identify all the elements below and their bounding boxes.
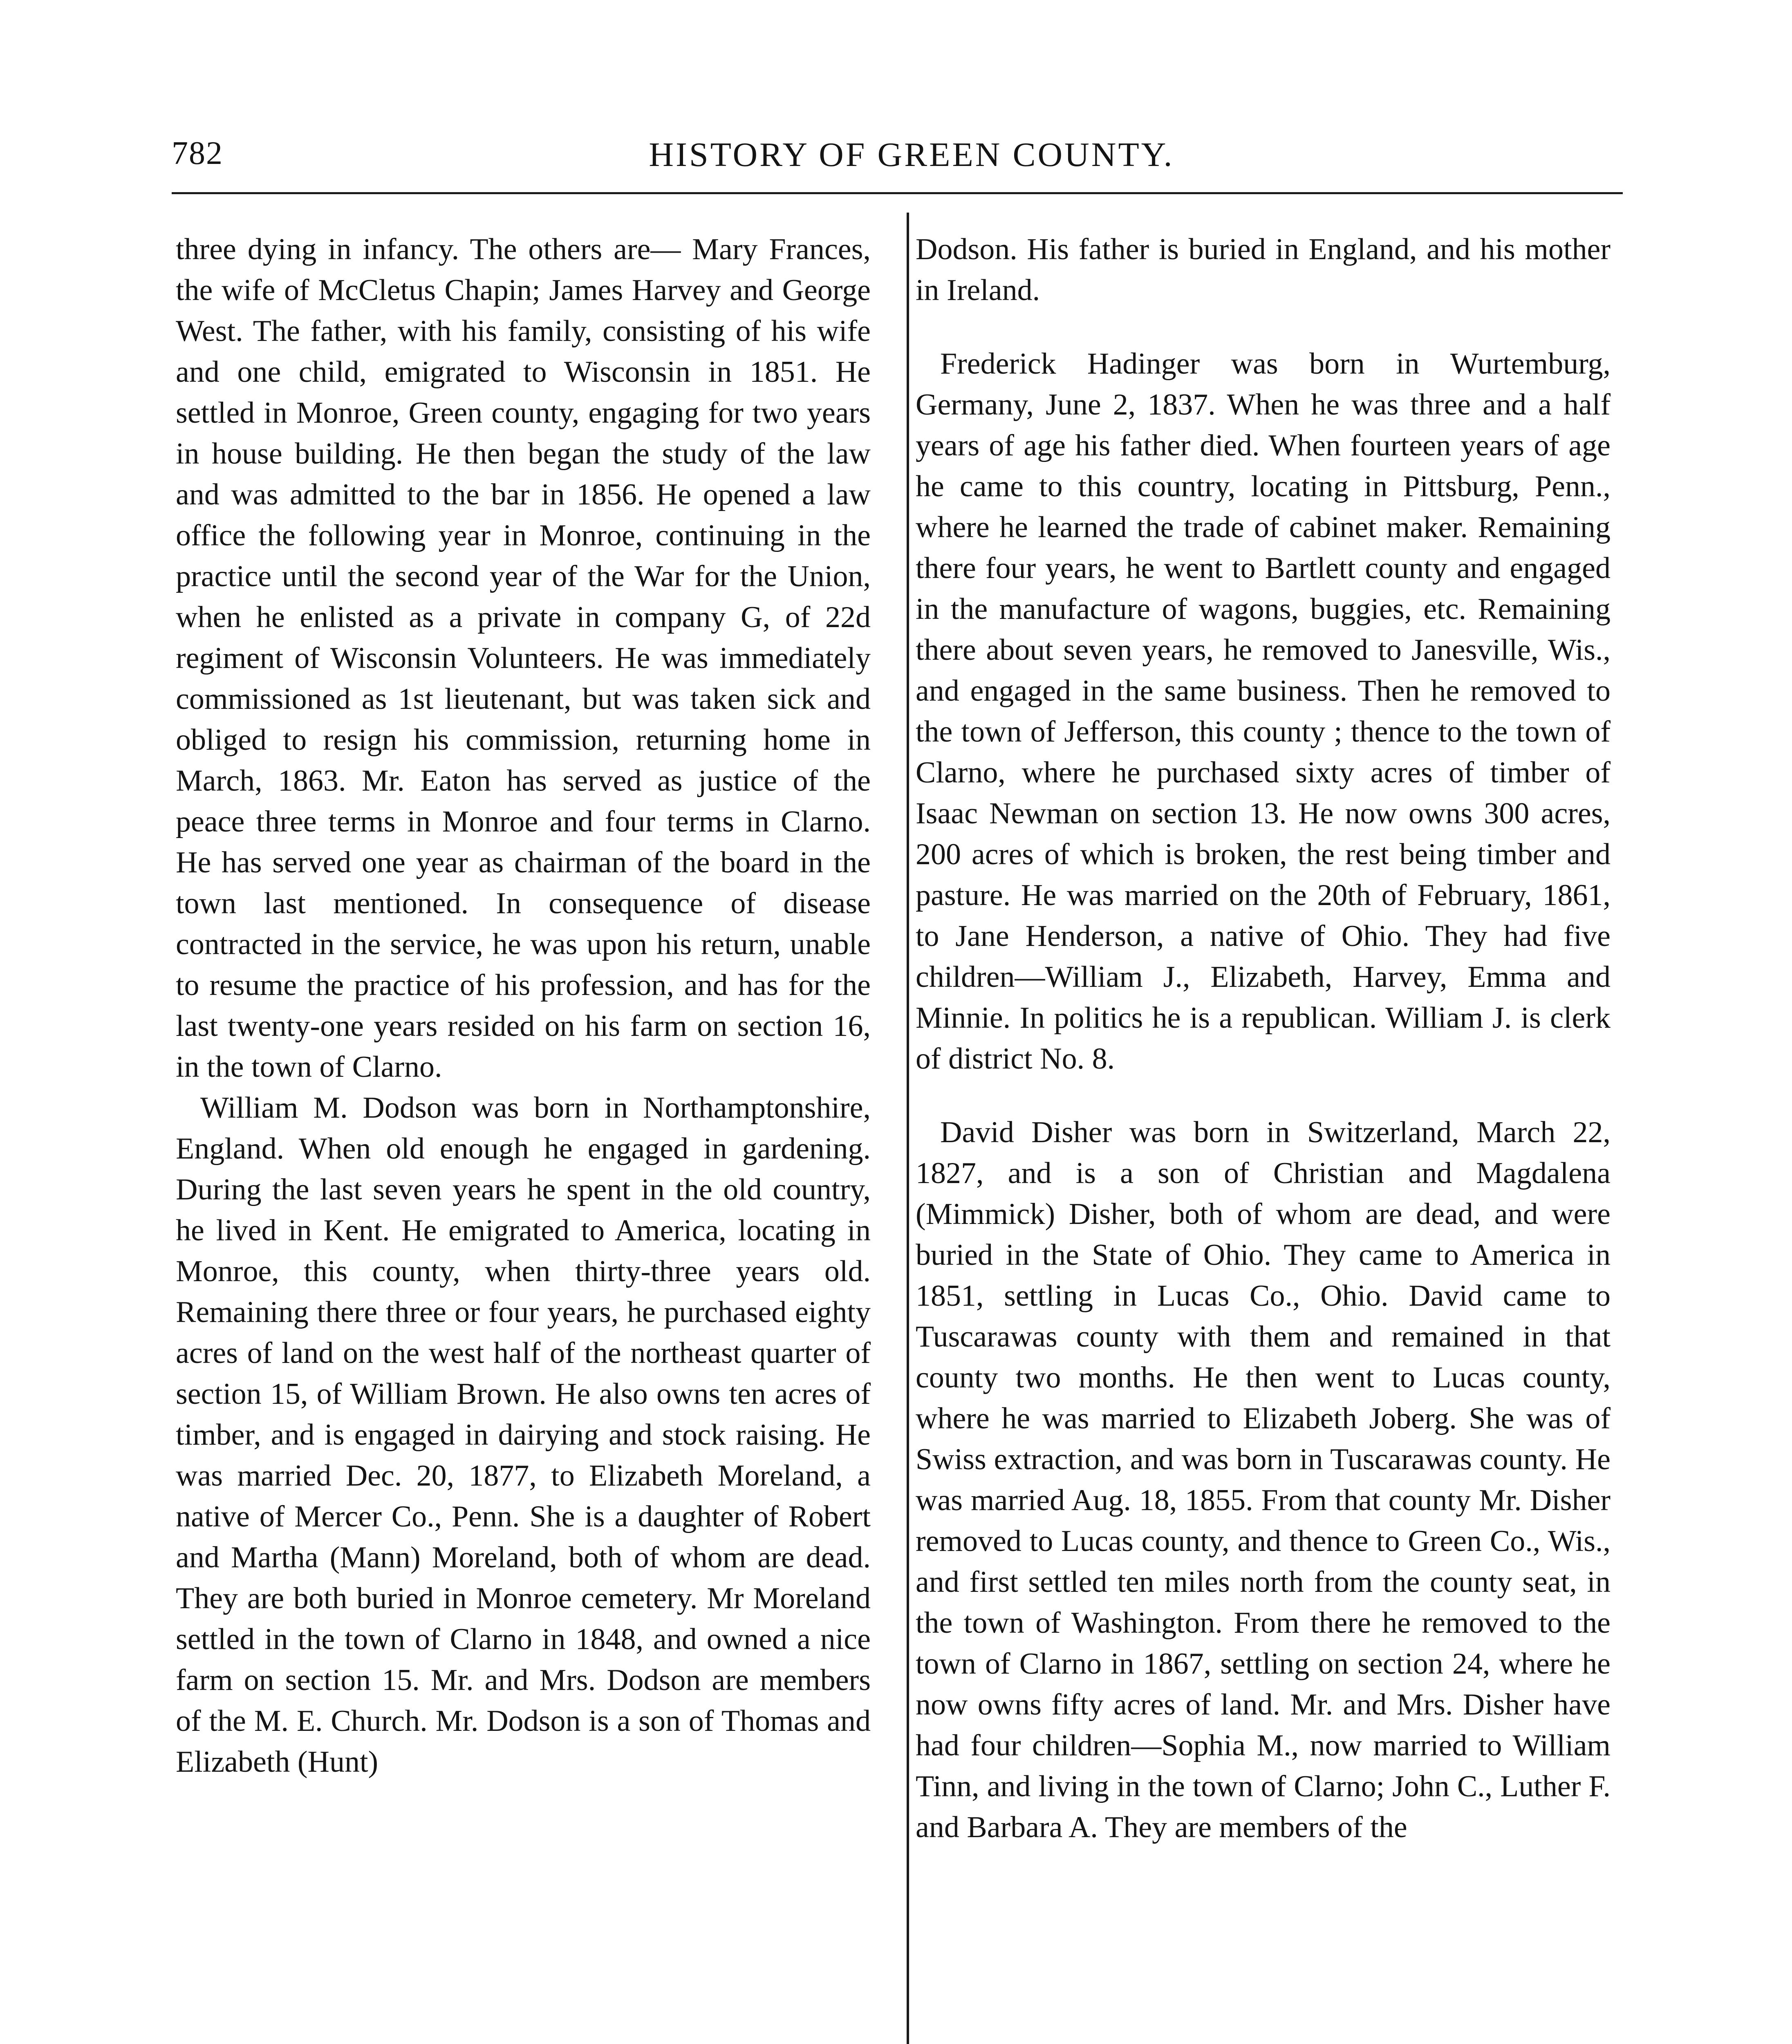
paragraph-dodson: William M. Dodson was born in Northamptonshire, England. When old enough he engaged in gardening. During the last seven years he spent in the old country, he lived in Kent. He emigrated to America, locating in Monroe, this county, when thirty-three years old. Remaining there three or four years, he purchased eighty acres of land on the west half of the northeast quarter of section 15, of William Brown. He also owns ten acres of timber, and is engaged in dairying and stock raising. He was married Dec. 20, 1877, to Elizabeth Moreland, a native of Mercer Co., Penn. She is a daughter of Robert and Martha (Mann) Moreland, both of whom are dead. They are both buried in Monroe cemetery. Mr Moreland settled in the town of Clarno in 1848, and owned a nice farm on section 15. Mr. and Mrs. Dodson are members of the M. E. Church. Mr. Dodson is a son of Thomas and Elizabeth (Hunt) <box>176 1091 871 1779</box>
paragraph-disher: David Disher was born in Switzerland, March 22, 1827, and is a son of Christian and Magdalena (Mimmick) Disher, both of whom are dead, and were buried in the State of Ohio. They came to America in 1851, settling in Lucas Co., Ohio. David came to Tuscarawas county with them and remained in that county two months. He then went to Lucas county, where he was married to Elizabeth Joberg. She was of Swiss extraction, and was born in Tuscarawas county. He was married Aug. 18, 1855. From that county Mr. Disher removed to Lucas county, and thence to Green Co., Wis., and first settled ten miles north from the county seat, in the town of Washington. From there he removed to the town of Clarno in 1867, settling on section 24, where he now owns fifty acres of land. Mr. and Mrs. Disher have had four children—Sophia M., now married to William Tinn, and living in the town of Clarno; John C., Luther F. and Barbara A. They are members of the <box>916 1116 1611 1844</box>
running-title: HISTORY OF GREEN COUNTY. <box>649 136 1174 174</box>
paragraph-dodson-continued: Dodson. His father is buried in England, and his mother in Ireland. <box>916 233 1611 307</box>
left-column <box>176 229 871 1782</box>
header-rule <box>172 192 1623 194</box>
page-number: 782 <box>172 135 223 171</box>
page-header <box>0 135 1792 184</box>
right-column <box>916 229 1611 1848</box>
column-divider <box>907 213 909 2044</box>
paragraph-eaton-continued: three dying in infancy. The others are— Mary Frances, the wife of McCletus Chapin; James Harvey and George West. The father, with his family, consisting of his wife and one child, emigrated to Wisconsin in 1851. He settled in Monroe, Green county, engaging for two years in house building. He then began the study of the law and was admitted to the bar in 1856. He opened a law office the following year in Monroe, continuing in the practice until the second year of the War for the Union, when he enlisted as a private in company G, of 22d regiment of Wisconsin Volunteers. He was immediately commissioned as 1st lieutenant, but was taken sick and obliged to resign his commission, returning home in March, 1863. Mr. Eaton has served as justice of the peace three terms in Monroe and four terms in Clarno. He has served one year as chairman of the board in the town last mentioned. In consequence of disease contracted in the service, he was upon his return, unable to resume the practice of his profession, and has for the last twenty-one years resided on his farm on section 16, in the town of Clarno. <box>176 233 871 1084</box>
paragraph-hadinger: Frederick Hadinger was born in Wurtemburg, Germany, June 2, 1837. When he was three and a half years of age his father died. When fourteen years of age he came to this country, locating in Pittsburg, Penn., where he learned the trade of cabinet maker. Remaining there four years, he went to Bartlett county and engaged in the manufacture of wagons, buggies, etc. Remaining there about seven years, he removed to Janesville, Wis., and engaged in the same business. Then he removed to the town of Jefferson, this county ; thence to the town of Clarno, where he purchased sixty acres of timber of Isaac Newman on section 13. He now owns 300 acres, 200 acres of which is broken, the rest being timber and pasture. He was married on the 20th of February, 1861, to Jane Henderson, a native of Ohio. They had five children—William J., Elizabeth, Harvey, Emma and Minnie. In politics he is a republican. William J. is clerk of district No. 8. <box>916 347 1611 1076</box>
